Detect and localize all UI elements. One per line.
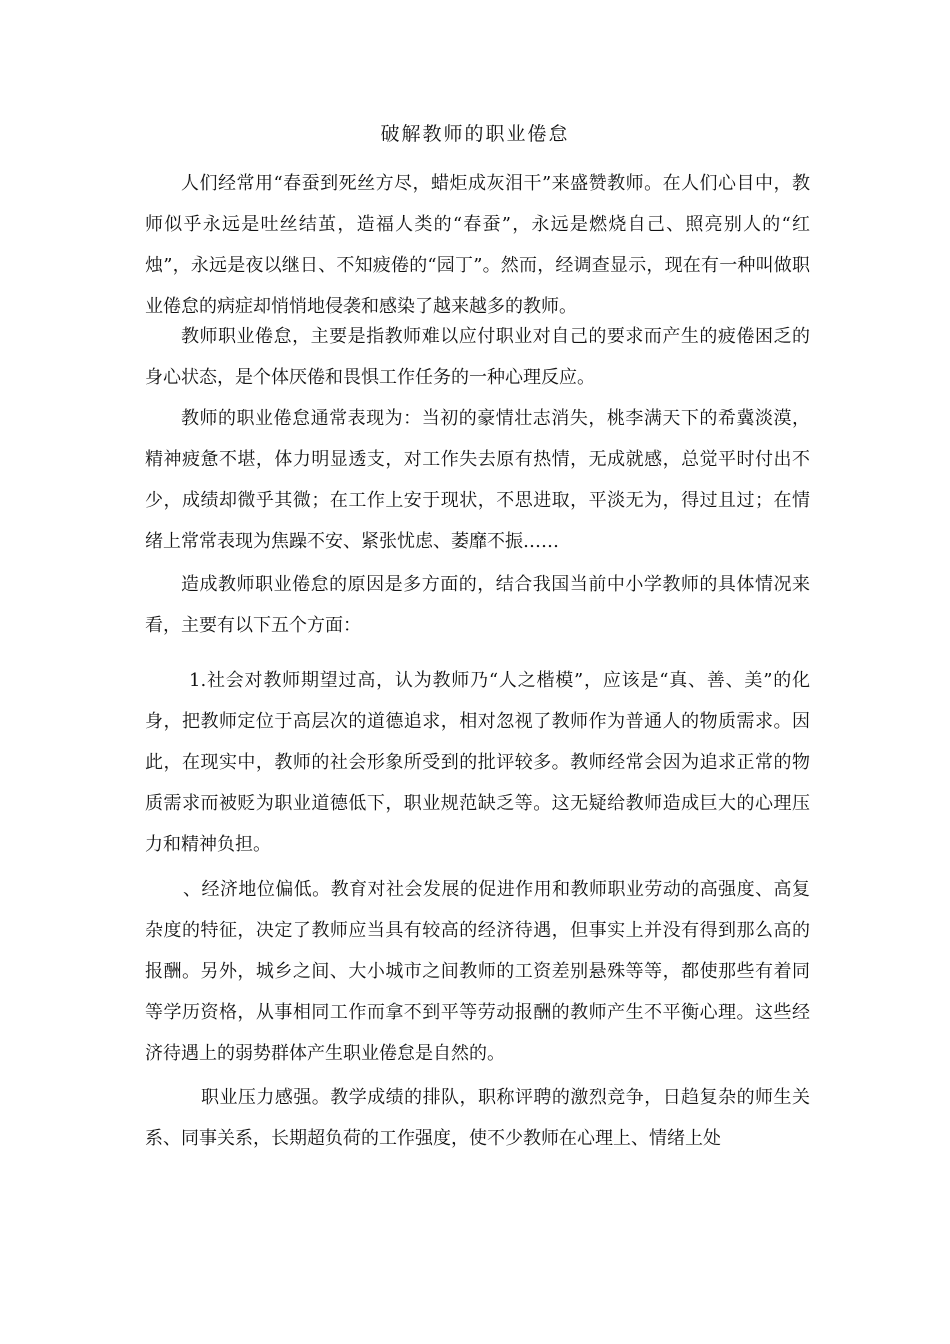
paragraph-causes-intro: 造成教师职业倦怠的原因是多方面的，结合我国当前中小学教师的具体情况来看，主要有以下五个方面： (145, 574, 810, 636)
paragraph-symptoms: 教师的职业倦怠通常表现为：当初的豪情壮志消失，桃李满天下的希冀淡漠，精神疲惫不堪，体力明显透支，对工作失去原有热情，无成就感，总觉平时付出不少，成绩却微乎其微；在工作上安于现状，不思进取，平淡无为，得过且过；在情绪上常常表现为焦躁不安、紧张忧虑、萎靡不振…… (145, 408, 810, 552)
paragraph-cause-2: 、经济地位偏低。教育对社会发展的促进作用和教师职业劳动的高强度、高复杂度的特征，决定了教师应当具有较高的经济待遇，但事实上并没有得到那么高的报酬。另外，城乡之间、大小城市之间教师的工资差别悬殊等等，都使那些有着同等学历资格，从事相同工作而拿不到平等劳动报酬的教师产生不平衡心理。这些经济待遇上的弱势群体产生职业倦怠是自然的。 (145, 879, 810, 1064)
paragraph-cause-1: 1.社会对教师期望过高，认为教师乃“人之楷模”，应该是“真、善、美”的化身，把教师定位于高层次的道德追求，相对忽视了教师作为普通人的物质需求。因此，在现实中，教师的社会形象所受到的批评较多。教师经常会因为追求正常的物质需求而被贬为职业道德低下，职业规范缺乏等。这无疑给教师造成巨大的心理压力和精神负担。 (145, 670, 810, 855)
paragraph-cause-3: 职业压力感强。教学成绩的排队，职称评聘的激烈竞争，日趋复杂的师生关系、同事关系，长期超负荷的工作强度，使不少教师在心理上、情绪上处 (145, 1087, 810, 1149)
paragraph-definition: 教师职业倦怠，主要是指教师难以应付职业对自己的要求而产生的疲倦困乏的身心状态，是个体厌倦和畏惧工作任务的一种心理反应。 (145, 326, 810, 388)
paragraph-intro: 人们经常用“春蚕到死丝方尽，蜡炬成灰泪干”来盛赞教师。在人们心目中，教师似乎永远是吐丝结茧，造福人类的“春蚕”，永远是燃烧自己、照亮别人的“红烛”，永远是夜以继日、不知疲倦的“园丁”。然而，经调查显示，现在有一种叫做职业倦怠的病症却悄悄地侵袭和感染了越来越多的教师。 (145, 173, 810, 317)
document-title: 破解教师的职业倦怠 (380, 123, 570, 145)
